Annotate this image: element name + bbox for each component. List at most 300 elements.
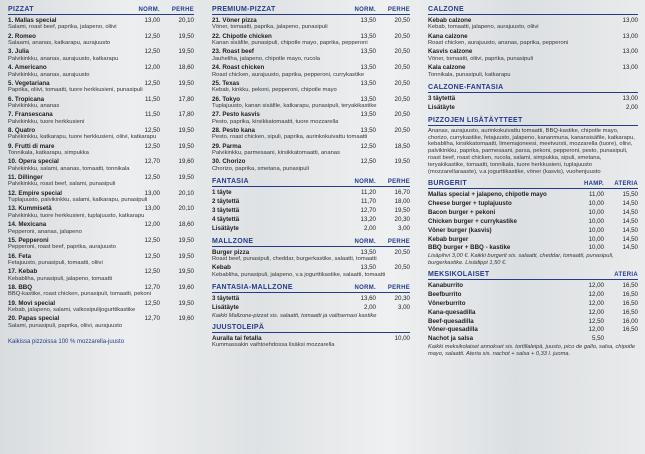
menu-item-description: Kebab, jalapeno, salami, valkosipulijogurttikastike bbox=[8, 307, 136, 314]
price: 16,00 bbox=[622, 317, 638, 325]
price: 12,50 bbox=[588, 317, 604, 325]
menu-item bbox=[8, 205, 194, 219]
menu-item-name: 2 täytettä bbox=[212, 197, 240, 205]
price: 20,10 bbox=[178, 189, 194, 197]
price: 20,50 bbox=[394, 48, 410, 56]
menu-item bbox=[212, 295, 410, 302]
menu-item-row bbox=[212, 127, 410, 134]
menu-item bbox=[212, 207, 410, 214]
menu-item-row bbox=[428, 191, 638, 198]
calzone-title: CALZONE bbox=[428, 6, 464, 13]
menu-item-row bbox=[212, 64, 410, 71]
menu-item-row bbox=[8, 111, 194, 118]
menu-item-row bbox=[212, 96, 410, 103]
menu-item bbox=[428, 227, 638, 234]
menu-item-name: Vöner-quesadilla bbox=[428, 326, 478, 334]
menu-item bbox=[8, 174, 194, 188]
price: 13,00 bbox=[622, 94, 638, 102]
menu-item-description: Palvikinkku, ananas, aurajuusto bbox=[8, 71, 90, 78]
menu-item-name: 9. Frutti di mare bbox=[8, 142, 55, 150]
menu-item-prices bbox=[126, 158, 194, 165]
menu-item-description: Palvikinkku, ananas bbox=[8, 102, 60, 109]
menu-item-prices bbox=[126, 80, 194, 87]
footer-note: Kaikissa pizzoissa 100 % mozzarella-juusto bbox=[8, 339, 125, 346]
meksiko-header bbox=[428, 271, 638, 280]
price: 19,60 bbox=[178, 283, 194, 291]
menu-item-prices bbox=[126, 205, 194, 212]
menu-item-prices bbox=[126, 253, 194, 260]
menu-item-description: Tonnikala, katkarapu, simpukka bbox=[8, 150, 89, 157]
burgerit-price-headers bbox=[570, 181, 638, 187]
menu-item-prices bbox=[570, 318, 638, 325]
menu-item-row bbox=[212, 207, 410, 214]
premium-title: PREMIUM-PIZZAT bbox=[212, 6, 276, 13]
price: 14,50 bbox=[622, 244, 638, 252]
menu-item-prices bbox=[342, 80, 410, 87]
menu-item bbox=[212, 80, 410, 94]
menu-item-description: Tuplajuusto, palvikinkku, salami, katkarapu, punasipuli bbox=[8, 197, 148, 204]
price: 13,00 bbox=[622, 32, 638, 40]
menu-item-name: 3. Julia bbox=[8, 48, 29, 56]
menu-item bbox=[212, 127, 410, 141]
menu-item bbox=[428, 335, 638, 342]
price: 12,70 bbox=[144, 315, 160, 323]
price: 12,50 bbox=[144, 236, 160, 244]
menu-item-prices bbox=[342, 33, 410, 40]
menu-item-prices bbox=[342, 304, 410, 311]
menu-item-description: Kebabliha, punasipuli, jalapeno, v.a jogurttikastike, salaatti, tomaatti bbox=[212, 271, 386, 278]
price: 2,00 bbox=[363, 224, 376, 232]
menu-item-prices bbox=[342, 249, 410, 256]
price: 10,00 bbox=[588, 244, 604, 252]
price-header: ATERIA bbox=[614, 180, 638, 187]
price: 19,50 bbox=[178, 174, 194, 182]
menu-item-prices bbox=[342, 216, 410, 223]
price: 10,00 bbox=[588, 235, 604, 243]
menu-item bbox=[8, 96, 194, 110]
price: 19,50 bbox=[178, 252, 194, 260]
menu-item-row bbox=[212, 143, 410, 150]
menu-item bbox=[212, 111, 410, 125]
menu-item-name: 3 täytettä bbox=[212, 294, 240, 302]
menu-item bbox=[8, 268, 194, 282]
menu-item-prices bbox=[342, 17, 410, 24]
price: 13,00 bbox=[622, 64, 638, 72]
menu-item bbox=[428, 300, 638, 307]
price-header: PERHE bbox=[387, 284, 410, 291]
spacer bbox=[212, 350, 410, 354]
price: 20,30 bbox=[394, 294, 410, 302]
menu-item-name: 3 täytettä bbox=[212, 206, 240, 214]
price: 13,60 bbox=[360, 294, 376, 302]
menu-item-row bbox=[428, 244, 638, 251]
fantasia-header bbox=[212, 178, 410, 187]
menu-item-row bbox=[212, 158, 410, 165]
menu-item-name: 28. Pesto kana bbox=[212, 126, 255, 134]
menu-item bbox=[8, 237, 194, 251]
menu-item bbox=[428, 104, 638, 111]
menu-item bbox=[8, 64, 194, 78]
menu-item-prices bbox=[604, 95, 638, 102]
price-header bbox=[570, 272, 604, 278]
menu-item-row bbox=[212, 225, 410, 232]
menu-item-prices bbox=[570, 300, 638, 307]
menu-item-prices bbox=[126, 127, 194, 134]
menu-item-name: 20. Papas special bbox=[8, 315, 60, 323]
price: 12,50 bbox=[360, 158, 376, 166]
price-header: NORM. bbox=[354, 284, 376, 291]
menu-item-row bbox=[8, 17, 194, 24]
price: 18,60 bbox=[178, 221, 194, 229]
menu-item-prices bbox=[570, 209, 638, 216]
menu-item-description: Paprika, oliivi, tomaatti, tuore herkkusieni, punasipuli bbox=[8, 87, 143, 94]
leipa-header bbox=[212, 324, 410, 333]
menu-item-name: 8. Quatro bbox=[8, 126, 36, 134]
taytteet-header bbox=[428, 117, 638, 126]
price: 12,00 bbox=[588, 299, 604, 307]
menu-item-row bbox=[212, 264, 410, 271]
price: 12,50 bbox=[144, 48, 160, 56]
spacer bbox=[428, 358, 638, 362]
menu-item-prices bbox=[126, 143, 194, 150]
calzone-header bbox=[428, 6, 638, 15]
price: 20,50 bbox=[394, 95, 410, 103]
menu-item-description: Kebab, kinkku, pekoni, pepperoni, chipotle mayo bbox=[212, 87, 337, 94]
menu-item-prices bbox=[126, 237, 194, 244]
menu-item-row bbox=[8, 143, 194, 150]
price: 20,50 bbox=[394, 248, 410, 256]
menu-item-description: Chorizo, paprika, smetana, punasipuli bbox=[212, 165, 309, 172]
price: 3,00 bbox=[397, 303, 410, 311]
menu-item-name: 4 täytettä bbox=[212, 215, 240, 223]
menu-item-name: 25. Texas bbox=[212, 79, 240, 87]
menu-item-name: 7. Fransescana bbox=[8, 111, 53, 119]
menu-item bbox=[212, 17, 410, 31]
menu-item bbox=[428, 291, 638, 298]
menu-item-description: Roast chicken, aurajuusto, paprika, pepperoni, currykastike bbox=[212, 71, 365, 78]
price-header: NORM. bbox=[138, 7, 160, 13]
menu-item-name: 19. Movi special bbox=[8, 299, 56, 307]
menu-item-row bbox=[8, 268, 194, 275]
price: 14,50 bbox=[622, 199, 638, 207]
menu-item-description: Salaami, ananas, katkarapu, aurajuusto bbox=[8, 40, 111, 47]
price: 19,50 bbox=[178, 142, 194, 150]
price-header: PERHE bbox=[387, 238, 410, 245]
menu-item-prices bbox=[126, 315, 194, 322]
menu-item-row bbox=[428, 236, 638, 243]
menu-item bbox=[8, 127, 194, 141]
menu-item-name: Beef-quesadilla bbox=[428, 317, 474, 325]
menu-item-name: 10. Opera special bbox=[8, 158, 59, 166]
price: 12,00 bbox=[588, 308, 604, 316]
menu-item bbox=[212, 189, 410, 196]
price-header: PERHE bbox=[171, 7, 194, 13]
menu-item-row bbox=[8, 80, 194, 87]
menu-item bbox=[428, 218, 638, 225]
fantasia-title: FANTASIA bbox=[212, 178, 249, 186]
burgerit-header bbox=[428, 180, 638, 189]
menu-item bbox=[212, 225, 410, 232]
menu-item-description: BBQ-kastike, roast chicken, punasipuli, tomaatti, pekoni bbox=[8, 291, 152, 298]
menu-item-prices bbox=[570, 244, 638, 251]
price: 13,00 bbox=[144, 205, 160, 213]
menu-item-name: Kebab burger bbox=[428, 235, 469, 243]
menu-item-row bbox=[428, 104, 638, 111]
menu-item-row bbox=[8, 315, 194, 322]
menu-item-prices bbox=[126, 284, 194, 291]
price: 18,50 bbox=[394, 142, 410, 150]
pizzat-price-headers bbox=[126, 7, 194, 13]
menu-item-prices bbox=[570, 227, 638, 234]
price: 16,70 bbox=[394, 189, 410, 197]
menu-item-row bbox=[428, 282, 638, 289]
menu-item-row bbox=[428, 326, 638, 333]
menu-item bbox=[428, 33, 638, 47]
menu-item-name: BBQ burger + BBQ - kastike bbox=[428, 244, 511, 252]
menu-item bbox=[212, 216, 410, 223]
menu-item-name: Lisätäyte bbox=[212, 303, 239, 311]
price: 16,50 bbox=[622, 326, 638, 334]
menu-item bbox=[212, 64, 410, 78]
price: 20,50 bbox=[394, 264, 410, 272]
meksiko-note: Kaikki meksikolaiset annokset sis. tortillaleipä, juusto, pico de gallo, salsa, chipotle mayo, salaatti. Ateria sis. nachot + salsa + 0,33 l. juoma. bbox=[428, 344, 636, 358]
price: 12,00 bbox=[588, 326, 604, 334]
price: 19,50 bbox=[394, 206, 410, 214]
price: 13,20 bbox=[360, 215, 376, 223]
menu-item-prices bbox=[570, 236, 638, 243]
menu-item-row bbox=[212, 335, 410, 342]
menu-item-prices bbox=[342, 48, 410, 55]
price bbox=[604, 335, 638, 342]
menu-item-name: Chicken burger + currykastike bbox=[428, 217, 517, 225]
price: 13,00 bbox=[144, 189, 160, 197]
menu-item-name: 18. BBQ bbox=[8, 283, 33, 291]
price: 12,00 bbox=[144, 221, 160, 229]
menu-item-name: Kasvis calzone bbox=[428, 48, 473, 56]
menu-item-name: 14. Mexicana bbox=[8, 221, 47, 229]
menu-item bbox=[8, 300, 194, 314]
price: 2,00 bbox=[625, 103, 638, 111]
menu-item-prices bbox=[126, 190, 194, 197]
menu-item-row bbox=[8, 284, 194, 291]
menu-item bbox=[428, 48, 638, 62]
price: 20,50 bbox=[394, 79, 410, 87]
menu-item-prices bbox=[342, 64, 410, 71]
menu-item-description: Pepperoni, ananas, jalapeno bbox=[8, 228, 82, 235]
menu-item-name: Cheese burger + tuplajuusto bbox=[428, 199, 512, 207]
menu-item-description: Palvikinkku, parmesaani, kirsikkatomaatti, ananas bbox=[212, 150, 340, 157]
menu-item-prices bbox=[342, 189, 410, 196]
menu-item bbox=[428, 95, 638, 102]
menu-item-prices bbox=[604, 64, 638, 71]
menu-item-row bbox=[428, 48, 638, 55]
premium-header bbox=[212, 6, 410, 15]
menu-item bbox=[8, 315, 194, 329]
menu-item-name: Beefburrito bbox=[428, 290, 462, 298]
price: 19,50 bbox=[178, 299, 194, 307]
price: 15,50 bbox=[622, 190, 638, 198]
menu-item-description: Kanan sisäfile, punasipuli, chipotle mayo, paprika, pepperoni bbox=[212, 40, 368, 47]
menu-item bbox=[428, 200, 638, 207]
menu-item-prices bbox=[570, 200, 638, 207]
price-header: PERHE bbox=[387, 7, 410, 13]
menu-item bbox=[8, 221, 194, 235]
menu-item-row bbox=[212, 111, 410, 118]
menu-item-name: 1. Mallas special bbox=[8, 17, 57, 24]
taytteet-title: PIZZOJEN LISÄTÄYTTEET bbox=[428, 116, 523, 124]
menu-item-description: Roast chicken, aurajuusto, ananas, paprika, pepperoni bbox=[428, 40, 569, 47]
price-header: PERHE bbox=[387, 179, 410, 186]
price: 12,50 bbox=[144, 299, 160, 307]
price: 16,50 bbox=[622, 281, 638, 289]
price: 20,50 bbox=[394, 17, 410, 24]
price: 12,70 bbox=[360, 206, 376, 214]
menu-item bbox=[8, 80, 194, 94]
price-header: HAMP. bbox=[583, 180, 604, 187]
mallzone-price-headers bbox=[342, 239, 410, 245]
menu-item bbox=[428, 244, 638, 251]
menu-item-prices bbox=[342, 207, 410, 214]
menu-item-name: Burger pizza bbox=[212, 248, 250, 256]
menu-item-row bbox=[428, 200, 638, 207]
price: 17,80 bbox=[178, 95, 194, 103]
menu-item-description: Roast beef, punasipuli, cheddar, burgerkastike, salaatti, tomaatti bbox=[212, 255, 377, 262]
menu-item-prices bbox=[126, 64, 194, 71]
price: 3,00 bbox=[397, 224, 410, 232]
menu-item-description: Palvikinkku, katkarapu, tuore herkkusieni, oliivi, katkarapu bbox=[8, 134, 157, 141]
menu-item-description: Tonnikala, punasipuli, katkarapu bbox=[428, 71, 511, 78]
menu-item-description: Pepperoni, roast beef, paprika, aurajuusto bbox=[8, 244, 116, 251]
menu-item-description: Kebab, tomaatti, jalapeno, aurajuusto, oliivi bbox=[428, 24, 539, 31]
price: 12,50 bbox=[144, 79, 160, 87]
menu-item-row bbox=[8, 190, 194, 197]
price: 18,00 bbox=[394, 197, 410, 205]
price: 20,50 bbox=[394, 32, 410, 40]
menu-item-description: Tuplajuusto, kanan sisäfile, katkarapu, punasipuli, teryakikastike bbox=[212, 102, 377, 109]
menu-item-prices bbox=[342, 96, 410, 103]
meksiko-price-headers bbox=[570, 272, 638, 278]
menu-item-prices bbox=[126, 221, 194, 228]
menu-item-name: 12. Empire special bbox=[8, 189, 62, 197]
menu-item-row bbox=[428, 17, 638, 24]
menu-item-row bbox=[8, 237, 194, 244]
price: 11,00 bbox=[588, 190, 604, 198]
menu-item bbox=[212, 96, 410, 110]
menu-item-row bbox=[428, 95, 638, 102]
menu-item-name: Kala calzone bbox=[428, 64, 466, 72]
menu-item-row bbox=[8, 205, 194, 212]
menu-item-name: 23. Roast beef bbox=[212, 48, 254, 56]
menu-item-prices bbox=[126, 300, 194, 307]
price: 20,10 bbox=[178, 17, 194, 24]
price: 13,50 bbox=[360, 111, 376, 119]
menu-item-description: Palvikinkku, tuore herkkusieni, tuplajuusto, katkarapu bbox=[8, 212, 145, 219]
menu-item bbox=[8, 48, 194, 62]
menu-item-prices bbox=[570, 218, 638, 225]
menu-item-prices bbox=[604, 33, 638, 40]
menu-item-description: Pesto, paprika, kirsikkatomaatit, tuore mozzarella bbox=[212, 118, 339, 125]
menu-item-name: 29. Parma bbox=[212, 142, 242, 150]
price: 11,20 bbox=[360, 189, 376, 197]
price: 14,50 bbox=[622, 235, 638, 243]
menu-item-prices bbox=[342, 143, 410, 150]
menu-item-prices bbox=[376, 335, 410, 342]
price: 11,50 bbox=[144, 95, 160, 103]
menu-item-prices bbox=[570, 191, 638, 198]
menu-item bbox=[212, 158, 410, 172]
menu-item-row bbox=[428, 335, 638, 342]
menu-item-description: Pesto, roast chicken, sipuli, paprika, aurinkokuivattu tomaatti bbox=[212, 134, 368, 141]
price: 11,50 bbox=[144, 111, 160, 119]
menu-item-row bbox=[428, 318, 638, 325]
price: 10,00 bbox=[588, 208, 604, 216]
price: 13,50 bbox=[360, 32, 376, 40]
price-header: NORM. bbox=[354, 7, 376, 13]
fmallzone-price-headers bbox=[342, 285, 410, 291]
price: 13,50 bbox=[360, 17, 376, 24]
menu-item bbox=[212, 264, 410, 278]
menu-item bbox=[428, 17, 638, 31]
price-header: NORM. bbox=[354, 238, 376, 245]
burgerit-title: BURGERIT bbox=[428, 179, 467, 187]
pizzat-header bbox=[8, 6, 194, 15]
menu-item-row bbox=[8, 174, 194, 181]
menu-item-row bbox=[8, 221, 194, 228]
pizzat-title: PIZZAT bbox=[8, 6, 34, 13]
menu-item bbox=[8, 33, 194, 47]
price-header: NORM. bbox=[354, 179, 376, 186]
menu-item-description: Fetajuusto, punasipuli, tomaatti, oliivi bbox=[8, 259, 103, 266]
menu-item-name: Mallas special + jalapeno, chipotle mayo bbox=[428, 190, 547, 198]
price: 16,50 bbox=[622, 290, 638, 298]
menu-item-name: 13. Kummisetä bbox=[8, 205, 52, 213]
menu-item-prices bbox=[126, 174, 194, 181]
price: 18,60 bbox=[178, 64, 194, 72]
menu-item-description: Vöner, tomaatti, oliivi, paprika, punasipuli bbox=[428, 55, 534, 62]
menu-item-prices bbox=[342, 127, 410, 134]
menu-item-description: Palvikinkku, ananas, aurajuusto, katkarapu bbox=[8, 55, 119, 62]
burgerit-note: Lisäpihvi 3,00 €. Kaikki burgerit sis. salaatti, cheddar, tomaatti, punasipuli, burgerkastike. Lisädippi 1,50 €. bbox=[428, 253, 614, 267]
menu-item bbox=[8, 111, 194, 125]
menu-item-row bbox=[428, 291, 638, 298]
price: 13,50 bbox=[360, 79, 376, 87]
menu-item bbox=[212, 304, 410, 311]
cfantasia-header bbox=[428, 84, 638, 93]
menu-item-name: 5. Vegetariana bbox=[8, 79, 50, 87]
price: 14,50 bbox=[622, 226, 638, 234]
price: 5,50 bbox=[591, 335, 604, 343]
price: 12,00 bbox=[588, 290, 604, 298]
taytteet-text: Ananas, aurajuusto, aurinkokuivattu tomaatti, BBQ-kastike, chipotle mayo, chorizo, currykastike, fetajuusto, jalapeno, kananmuna, kanansisäfile, katkarapu, kebabliha, kirsikkatomaatti, limemajoneesi, meetvursti, mozzarella (tuore), oliivi, palvikinkku, paprika, parmesaani, parsa, pekoni, pepperoni, pesto, punasipuli, roast beef, roast chicken, rucola, salami, simpukka, sipuli, smetana, teryakikastike, tomaatti, tonnikala, tuore herkkusieni, tuplajuusto (mozzarellaraaste), v.a jogurttikastike, vöner (kasvis), vuohenjuusto bbox=[428, 127, 635, 176]
menu-item-name: 6. Tropicana bbox=[8, 95, 45, 103]
calzone-column bbox=[428, 6, 638, 362]
menu-item-name: 30. Chorizo bbox=[212, 158, 246, 166]
menu-item-description: Palvikinkku, salami, ananas, tomaatti, tonnikala bbox=[8, 165, 130, 172]
menu-item-description: Jauheliha, jalapeno, chipotle mayo, rucola bbox=[212, 55, 320, 62]
menu-item-prices bbox=[126, 111, 194, 118]
price: 14,50 bbox=[622, 208, 638, 216]
price: 19,50 bbox=[394, 158, 410, 166]
menu-item bbox=[428, 64, 638, 78]
menu-item-description: Salami, punasipuli, paprika, oliivi, aurajuusto bbox=[8, 322, 123, 329]
menu-item bbox=[212, 198, 410, 205]
menu-item-name: 24. Roast chicken bbox=[212, 64, 265, 72]
fantasia-price-headers bbox=[342, 179, 410, 185]
menu-item-name: Auralla tai fetalla bbox=[212, 334, 262, 342]
price: 19,50 bbox=[178, 126, 194, 134]
menu-item bbox=[8, 284, 194, 298]
meksiko-title: MEKSIKOLAISET bbox=[428, 270, 490, 278]
